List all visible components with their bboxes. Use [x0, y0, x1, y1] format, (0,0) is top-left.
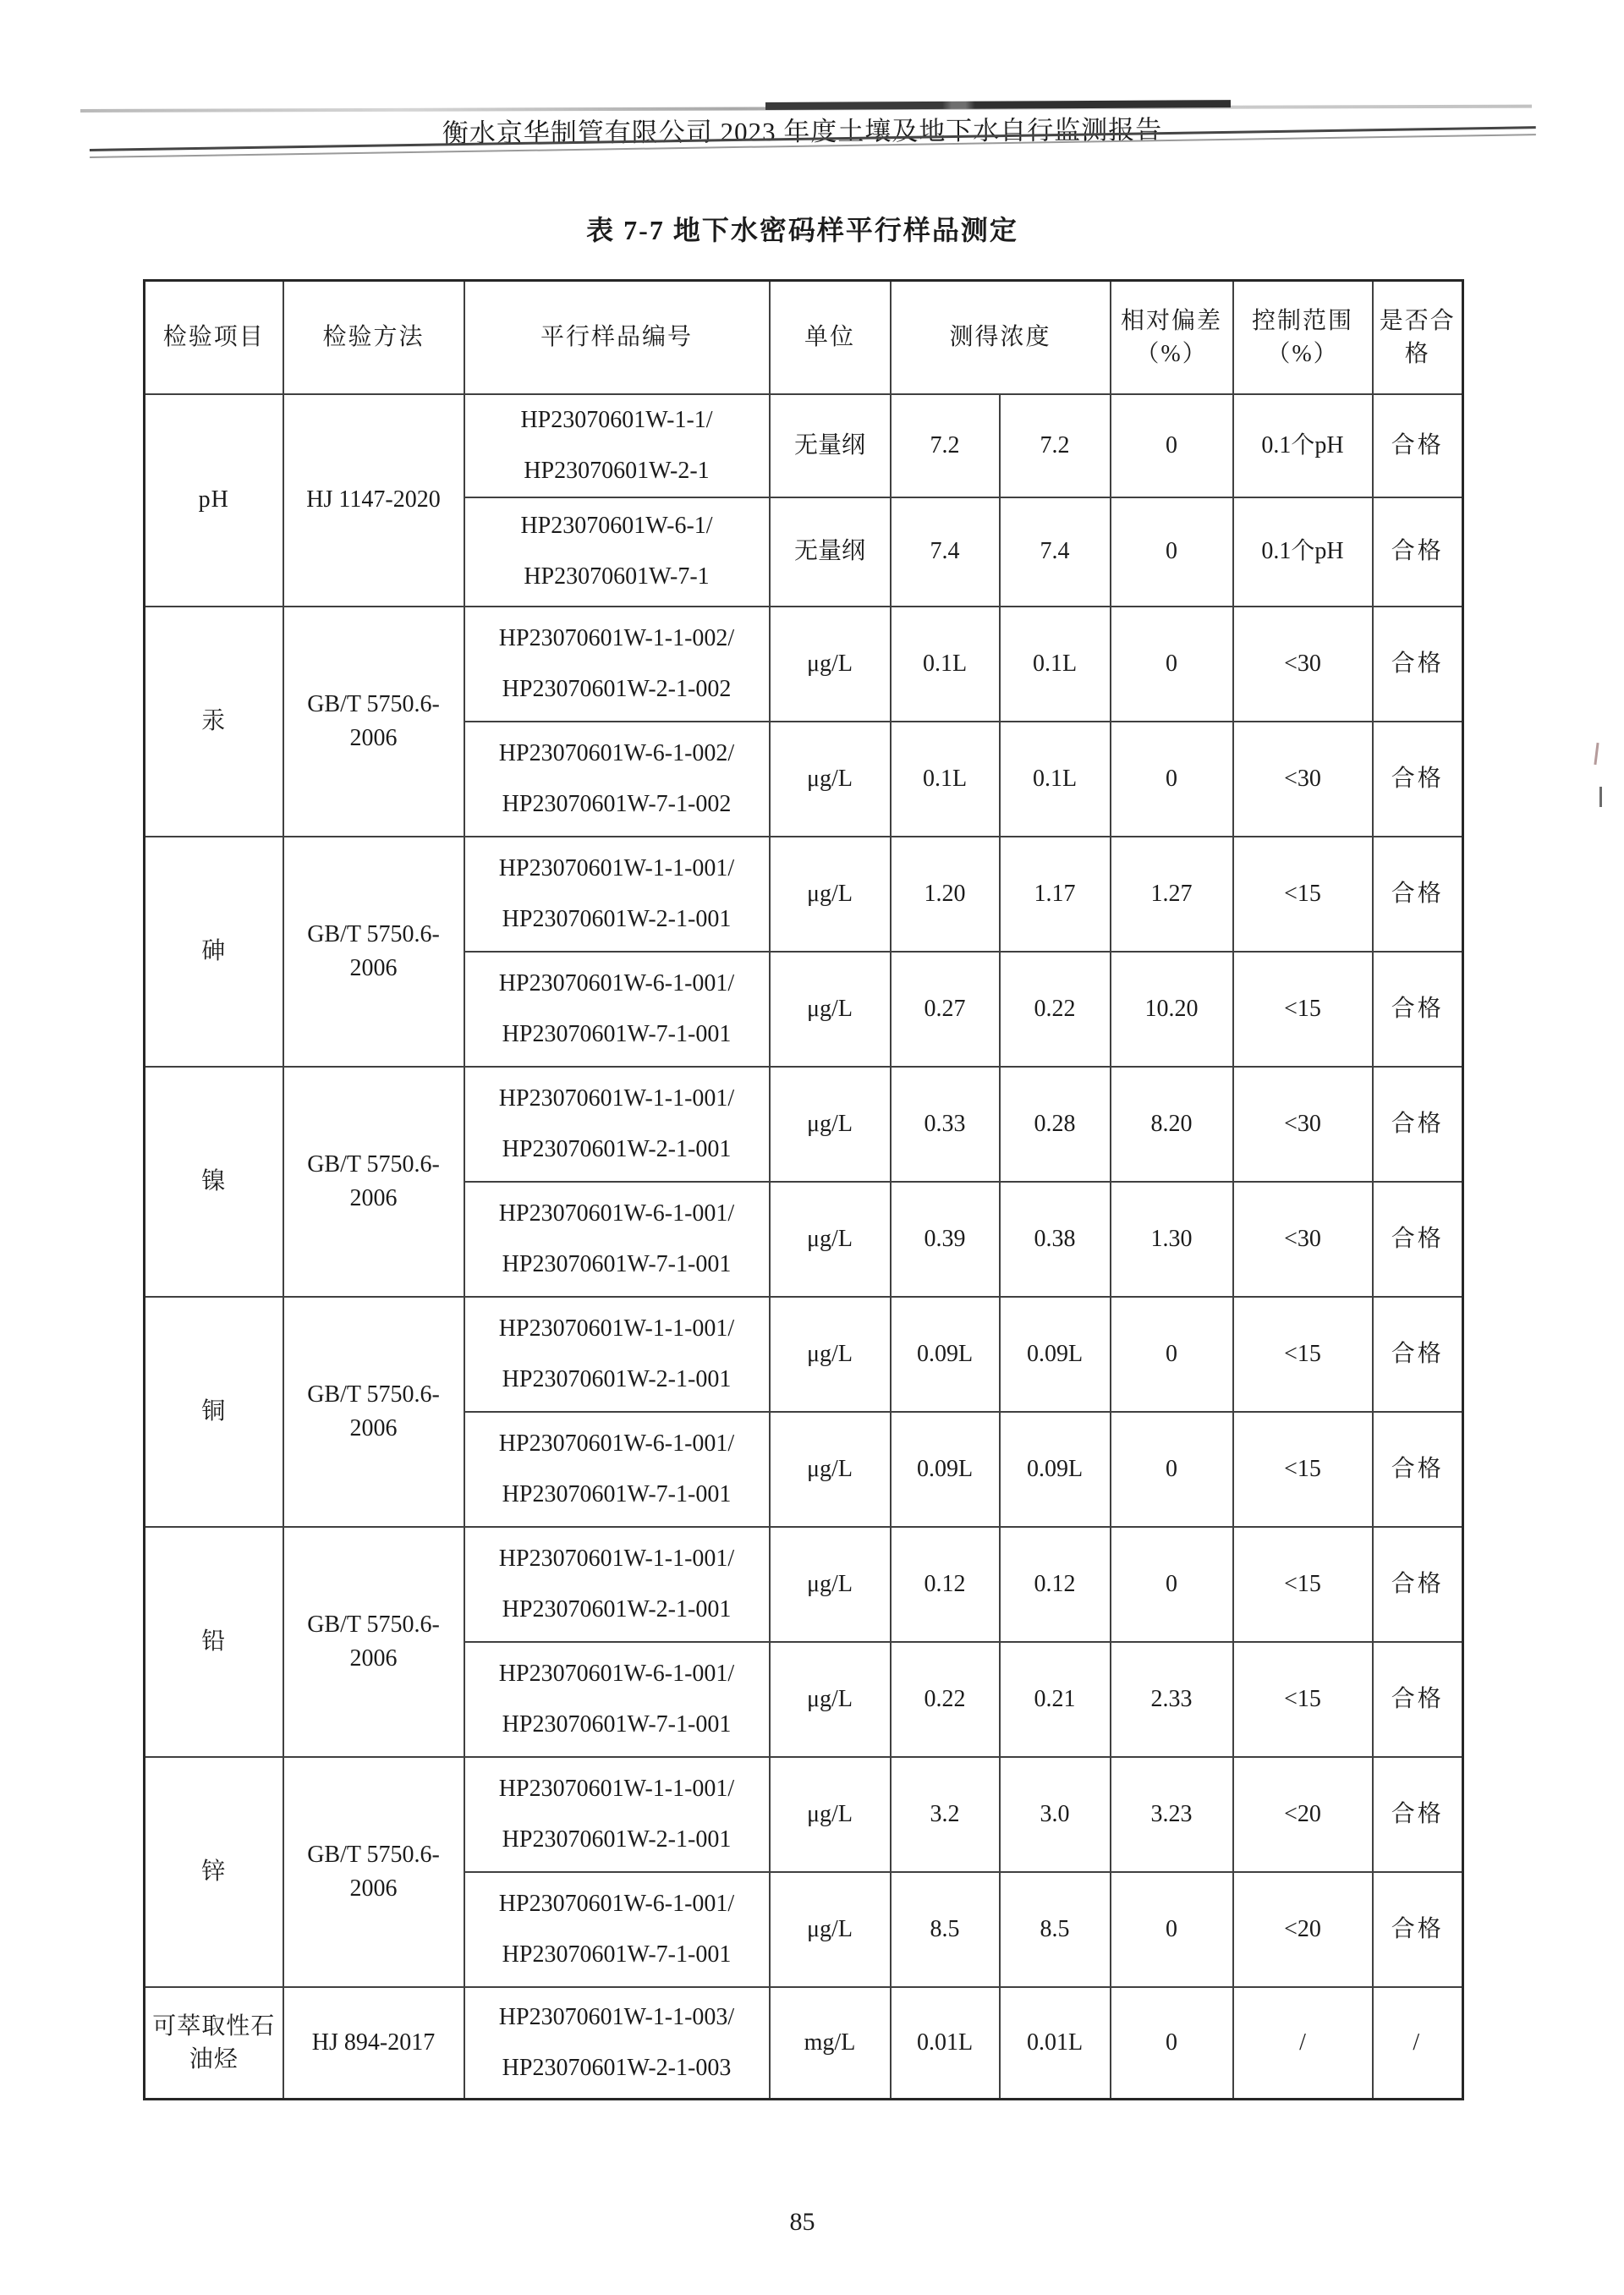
deviation-cell: 0 — [1111, 394, 1233, 497]
method-cell: GB/T 5750.6-2006 — [283, 1757, 464, 1987]
method-cell: GB/T 5750.6-2006 — [283, 1527, 464, 1757]
unit-cell: 无量纲 — [770, 497, 891, 607]
sample-id-cell — [464, 1182, 770, 1297]
sample-id-cell — [464, 837, 770, 952]
sample-id-cell — [464, 1757, 770, 1872]
sample-id-cell — [464, 1527, 770, 1642]
table-row — [145, 607, 1463, 722]
concentration-cell: 0.1L — [891, 722, 1000, 837]
concentration-cell: 0.27 — [891, 952, 1000, 1067]
analyte-cell: 镍 — [145, 1067, 283, 1297]
sample-id-line: HP23070601W-2-1-002 — [502, 675, 732, 702]
concentration-cell: 0.28 — [1000, 1067, 1111, 1182]
control-range-cell: <30 — [1233, 722, 1373, 837]
page-number: 85 — [789, 2208, 815, 2236]
concentration-cell: 0.1L — [891, 607, 1000, 722]
deviation-cell: 0 — [1111, 607, 1233, 722]
analyte-cell: 锌 — [145, 1757, 283, 1987]
unit-cell: μg/L — [770, 1297, 891, 1412]
column-header-control-range: 控制范围（%） — [1233, 281, 1373, 394]
sample-id-line: HP23070601W-1-1-001/ — [498, 1084, 735, 1112]
pass-cell: 合格 — [1373, 607, 1463, 722]
sample-id-cell — [464, 952, 770, 1067]
deviation-cell: 2.33 — [1111, 1642, 1233, 1757]
concentration-cell: 8.5 — [1000, 1872, 1111, 1987]
table-caption: 表 7-7 地下水密码样平行样品测定 — [586, 215, 1018, 245]
unit-cell: μg/L — [770, 1527, 891, 1642]
deviation-cell: 0 — [1111, 1987, 1233, 2100]
scan-mark — [1594, 743, 1599, 765]
deviation-cell: 0 — [1111, 1527, 1233, 1642]
sample-id-line: HP23070601W-7-1-001 — [502, 1480, 732, 1507]
concentration-cell: 7.2 — [891, 394, 1000, 497]
concentration-cell: 8.5 — [891, 1872, 1000, 1987]
sample-id-line: HP23070601W-7-1-002 — [502, 790, 732, 817]
control-range-cell: <30 — [1233, 1182, 1373, 1297]
pass-cell: 合格 — [1373, 722, 1463, 837]
pass-cell: / — [1373, 1987, 1463, 2100]
deviation-cell: 0 — [1111, 1412, 1233, 1527]
table-row — [145, 1987, 1463, 2100]
concentration-cell: 1.20 — [891, 837, 1000, 952]
control-range-cell: / — [1233, 1987, 1373, 2100]
unit-cell: μg/L — [770, 1642, 891, 1757]
control-range-cell: <15 — [1233, 1297, 1373, 1412]
concentration-cell: 1.17 — [1000, 837, 1111, 952]
concentration-cell: 0.22 — [1000, 952, 1111, 1067]
control-range-cell: <15 — [1233, 837, 1373, 952]
analyte-cell: 砷 — [145, 837, 283, 1067]
pass-cell: 合格 — [1373, 952, 1463, 1067]
sample-id-line: HP23070601W-6-1-001/ — [498, 969, 735, 997]
control-range-cell: 0.1个pH — [1233, 497, 1373, 607]
concentration-cell: 0.09L — [891, 1297, 1000, 1412]
sample-id-cell — [464, 1067, 770, 1182]
sample-id-cell — [464, 1987, 770, 2100]
pass-cell: 合格 — [1373, 1412, 1463, 1527]
concentration-cell: 0.09L — [891, 1412, 1000, 1527]
concentration-cell: 0.33 — [891, 1067, 1000, 1182]
sample-id-cell — [464, 1872, 770, 1987]
pass-cell: 合格 — [1373, 394, 1463, 497]
sample-id-cell — [464, 607, 770, 722]
sample-id-cell — [464, 722, 770, 837]
page-header-title: 衡水京华制管有限公司 2023 年度土壤及地下水自行监测报告 — [442, 114, 1163, 149]
sample-id-line: HP23070601W-2-1-001 — [502, 1365, 732, 1392]
sample-id-line: HP23070601W-7-1 — [524, 563, 710, 590]
concentration-cell: 0.39 — [891, 1182, 1000, 1297]
concentration-cell: 0.21 — [1000, 1642, 1111, 1757]
unit-cell: 无量纲 — [770, 394, 891, 497]
pass-cell: 合格 — [1373, 1182, 1463, 1297]
pass-cell: 合格 — [1373, 1527, 1463, 1642]
table-row — [145, 837, 1463, 952]
analyte-cell: pH — [145, 394, 283, 607]
analyte-cell: 汞 — [145, 607, 283, 837]
sample-id-line: HP23070601W-1-1/ — [520, 406, 713, 433]
concentration-cell: 0.01L — [1000, 1987, 1111, 2100]
sample-id-line: HP23070601W-1-1-002/ — [498, 624, 735, 651]
pass-cell: 合格 — [1373, 1297, 1463, 1412]
method-cell: GB/T 5750.6-2006 — [283, 607, 464, 837]
deviation-cell: 0 — [1111, 1872, 1233, 1987]
sample-id-line: HP23070601W-6-1-001/ — [498, 1890, 735, 1917]
table-row — [145, 1527, 1463, 1642]
pass-cell: 合格 — [1373, 1642, 1463, 1757]
concentration-cell: 0.09L — [1000, 1297, 1111, 1412]
unit-cell: μg/L — [770, 1872, 891, 1987]
pass-cell: 合格 — [1373, 837, 1463, 952]
control-range-cell: <20 — [1233, 1872, 1373, 1987]
method-cell: HJ 894-2017 — [283, 1987, 464, 2100]
control-range-cell: <30 — [1233, 607, 1373, 722]
table-header-row — [145, 281, 1463, 394]
column-header-unit: 单位 — [770, 281, 891, 394]
analyte-cell: 铜 — [145, 1297, 283, 1527]
unit-cell: mg/L — [770, 1987, 891, 2100]
scan-mark — [1599, 787, 1602, 807]
deviation-cell: 10.20 — [1111, 952, 1233, 1067]
deviation-cell: 3.23 — [1111, 1757, 1233, 1872]
sample-id-line: HP23070601W-6-1-001/ — [498, 1430, 735, 1457]
sample-id-line: HP23070601W-1-1-003/ — [498, 2003, 735, 2030]
concentration-cell: 3.0 — [1000, 1757, 1111, 1872]
pass-cell: 合格 — [1373, 1757, 1463, 1872]
sample-id-line: HP23070601W-1-1-001/ — [498, 1545, 735, 1572]
table-row — [145, 1067, 1463, 1182]
unit-cell: μg/L — [770, 1412, 891, 1527]
sample-id-cell — [464, 1642, 770, 1757]
sample-id-cell — [464, 1297, 770, 1412]
control-range-cell: <15 — [1233, 1642, 1373, 1757]
method-cell: GB/T 5750.6-2006 — [283, 1297, 464, 1527]
sample-id-line: HP23070601W-2-1-003 — [502, 2054, 732, 2081]
concentration-cell: 0.1L — [1000, 722, 1111, 837]
pass-cell: 合格 — [1373, 1872, 1463, 1987]
sample-id-line: HP23070601W-2-1-001 — [502, 905, 732, 932]
concentration-cell: 0.12 — [1000, 1527, 1111, 1642]
deviation-cell: 1.30 — [1111, 1182, 1233, 1297]
concentration-cell: 0.01L — [891, 1987, 1000, 2100]
control-range-cell: 0.1个pH — [1233, 394, 1373, 497]
deviation-cell: 0 — [1111, 1297, 1233, 1412]
sample-id-line: HP23070601W-7-1-001 — [502, 1250, 732, 1277]
sample-id-cell — [464, 1412, 770, 1527]
unit-cell: μg/L — [770, 837, 891, 952]
control-range-cell: <15 — [1233, 1527, 1373, 1642]
concentration-cell: 3.2 — [891, 1757, 1000, 1872]
sample-id-line: HP23070601W-2-1-001 — [502, 1595, 732, 1622]
sample-id-line: HP23070601W-1-1-001/ — [498, 854, 735, 881]
unit-cell: μg/L — [770, 952, 891, 1067]
method-cell: GB/T 5750.6-2006 — [283, 1067, 464, 1297]
deviation-cell: 0 — [1111, 722, 1233, 837]
sample-id-line: HP23070601W-7-1-001 — [502, 1020, 732, 1047]
deviation-cell: 1.27 — [1111, 837, 1233, 952]
pass-cell: 合格 — [1373, 1067, 1463, 1182]
column-header-concentration: 测得浓度 — [891, 281, 1111, 394]
pass-cell: 合格 — [1373, 497, 1463, 607]
sample-id-line: HP23070601W-1-1-001/ — [498, 1315, 735, 1342]
unit-cell: μg/L — [770, 607, 891, 722]
control-range-cell: <20 — [1233, 1757, 1373, 1872]
control-range-cell: <15 — [1233, 952, 1373, 1067]
sample-id-line: HP23070601W-7-1-001 — [502, 1710, 732, 1738]
sample-id-cell — [464, 497, 770, 607]
method-cell: HJ 1147-2020 — [283, 394, 464, 607]
concentration-cell: 7.4 — [1000, 497, 1111, 607]
control-range-cell: <30 — [1233, 1067, 1373, 1182]
unit-cell: μg/L — [770, 722, 891, 837]
parallel-sample-table — [143, 279, 1464, 2100]
table-row — [145, 1757, 1463, 1872]
column-header-test-item: 检验项目 — [145, 281, 283, 394]
column-header-qualified: 是否合格 — [1373, 281, 1463, 394]
sample-id-line: HP23070601W-2-1 — [524, 457, 710, 484]
concentration-cell: 7.2 — [1000, 394, 1111, 497]
deviation-cell: 0 — [1111, 497, 1233, 607]
column-header-relative-deviation: 相对偏差（%） — [1111, 281, 1233, 394]
concentration-cell: 0.12 — [891, 1527, 1000, 1642]
analyte-cell: 铅 — [145, 1527, 283, 1757]
column-header-method: 检验方法 — [283, 281, 464, 394]
concentration-cell: 0.1L — [1000, 607, 1111, 722]
method-cell: GB/T 5750.6-2006 — [283, 837, 464, 1067]
sample-id-line: HP23070601W-6-1-001/ — [498, 1660, 735, 1687]
sample-id-line: HP23070601W-7-1-001 — [502, 1941, 732, 1968]
column-header-sample-id: 平行样品编号 — [464, 281, 770, 394]
table-row — [145, 1297, 1463, 1412]
concentration-cell: 0.38 — [1000, 1182, 1111, 1297]
sample-id-line: HP23070601W-1-1-001/ — [498, 1775, 735, 1802]
sample-id-line: HP23070601W-2-1-001 — [502, 1135, 732, 1162]
concentration-cell: 7.4 — [891, 497, 1000, 607]
sample-id-line: HP23070601W-2-1-001 — [502, 1826, 732, 1853]
unit-cell: μg/L — [770, 1757, 891, 1872]
unit-cell: μg/L — [770, 1067, 891, 1182]
unit-cell: μg/L — [770, 1182, 891, 1297]
concentration-cell: 0.09L — [1000, 1412, 1111, 1527]
sample-id-line: HP23070601W-6-1-002/ — [498, 739, 735, 766]
sample-id-line: HP23070601W-6-1/ — [520, 513, 713, 539]
table-row — [145, 394, 1463, 497]
sample-id-line: HP23070601W-6-1-001/ — [498, 1200, 735, 1227]
analyte-cell: 可萃取性石油烃 — [145, 1987, 283, 2100]
concentration-cell: 0.22 — [891, 1642, 1000, 1757]
control-range-cell: <15 — [1233, 1412, 1373, 1527]
sample-id-cell — [464, 394, 770, 497]
deviation-cell: 8.20 — [1111, 1067, 1233, 1182]
